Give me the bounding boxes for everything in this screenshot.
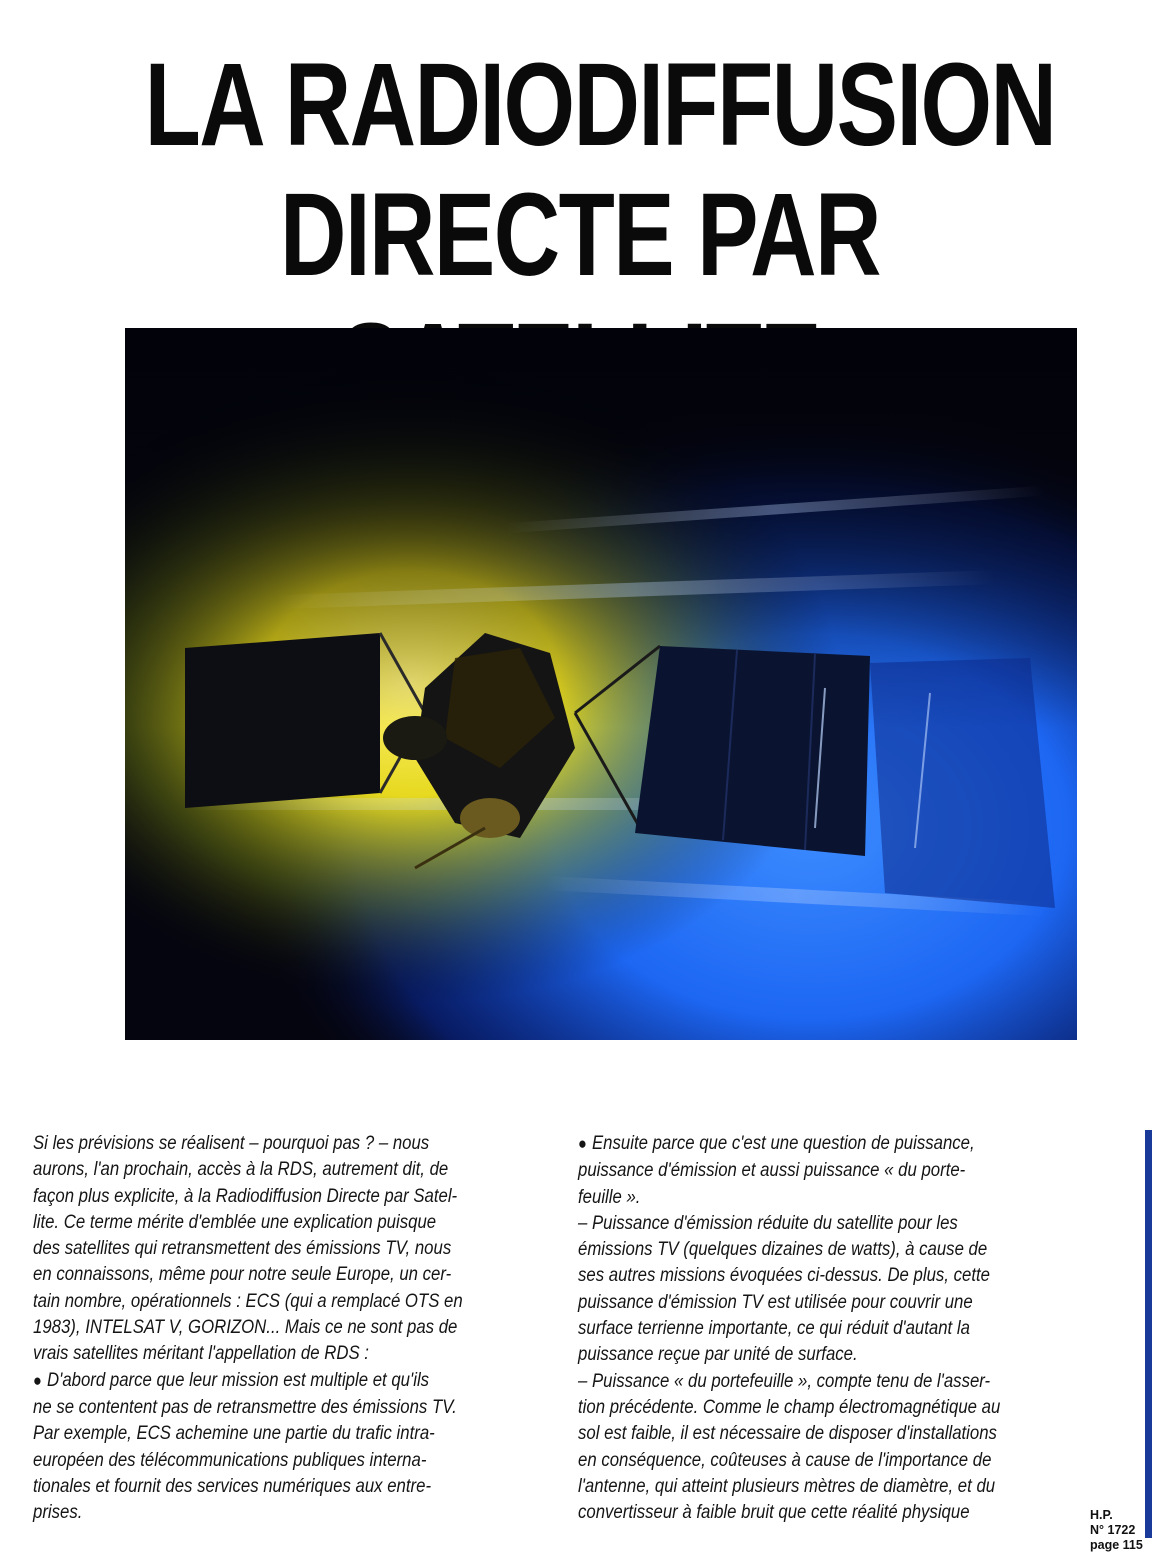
text-line: Ensuite parce que c'est une question de puissance, bbox=[592, 1132, 975, 1154]
text-line: en connaissons, même pour notre seule Europe, un cer- bbox=[33, 1263, 452, 1286]
text-line: l'antenne, qui atteint plusieurs mètres de diamètre, et du bbox=[578, 1474, 996, 1497]
page-number: page 115 bbox=[1090, 1538, 1143, 1552]
issue-number: N° 1722 bbox=[1090, 1523, 1136, 1537]
text-line: tain nombre, opérationnels : ECS (qui a remplacé OTS en bbox=[33, 1289, 463, 1312]
bullet-icon: ● bbox=[33, 1370, 42, 1390]
text-line: ne se contentent pas de retransmettre des émissions TV. bbox=[33, 1395, 457, 1418]
text-line: tionales et fournit des services numériques aux entre- bbox=[33, 1474, 432, 1497]
accent-bar bbox=[1145, 1130, 1152, 1538]
text-line: 1983), INTELSAT V, GORIZON... Mais ce ne sont pas de bbox=[33, 1316, 458, 1339]
text-line: – Puissance « du portefeuille », compte tenu de l'asser- bbox=[578, 1369, 991, 1392]
text-line: feuille ». bbox=[578, 1185, 641, 1208]
page-title-line-2: DIRECTE PAR bbox=[280, 169, 880, 301]
text-line: convertisseur à faible bruit que cette réalité physique bbox=[578, 1501, 970, 1524]
text-line: sol est faible, il est nécessaire de disposer d'installations bbox=[578, 1422, 997, 1445]
text-line: façon plus explicite, à la Radiodiffusion Directe par Satel- bbox=[33, 1184, 458, 1207]
text-line: Par exemple, ECS achemine une partie du trafic intra- bbox=[33, 1422, 435, 1445]
bullet-line bbox=[33, 1367, 536, 1394]
text-line: des satellites qui retransmettent des émissions TV, nous bbox=[33, 1237, 452, 1260]
text-line: ses autres missions évoquées ci-dessus. De plus, cette bbox=[578, 1264, 990, 1287]
text-line: lite. Ce terme mérite d'emblée une explication puisque bbox=[33, 1210, 437, 1233]
bullet-icon: ● bbox=[578, 1134, 587, 1153]
body-text-right-column bbox=[578, 1130, 1056, 1525]
text-line: en conséquence, coûteuses à cause de l'importance de bbox=[578, 1448, 992, 1471]
text-line: aurons, l'an prochain, accès à la RDS, autrement dit, de bbox=[33, 1158, 449, 1181]
satellite-photo bbox=[125, 328, 1077, 1040]
bullet-line bbox=[578, 1130, 1056, 1157]
text-line: – Puissance d'émission réduite du satellite pour les bbox=[578, 1211, 958, 1234]
text-line: puissance d'émission et aussi puissance « du porte- bbox=[578, 1159, 966, 1182]
text-line: émissions TV (quelques dizaines de watts), à cause de bbox=[578, 1238, 988, 1261]
text-line: vrais satellites méritant l'appellation de RDS : bbox=[33, 1342, 369, 1365]
text-line: D'abord parce que leur mission est multiple et qu'ils bbox=[47, 1368, 430, 1391]
text-line: surface terrienne importante, ce qui réduit d'autant la bbox=[578, 1317, 970, 1340]
text-line: tion précédente. Comme le champ électromagnétique au bbox=[578, 1395, 1001, 1418]
body-text-left-column bbox=[33, 1130, 536, 1525]
page-title-line-1: LA RADIODIFFUSION bbox=[144, 39, 1056, 171]
text-line: prises. bbox=[33, 1501, 83, 1524]
text-line: européen des télécommunications publiques interna- bbox=[33, 1448, 427, 1471]
text-line: puissance reçue par unité de surface. bbox=[578, 1343, 858, 1366]
text-line: puissance d'émission TV est utilisée pour couvrir une bbox=[578, 1290, 973, 1313]
publication-label: H.P. bbox=[1090, 1508, 1113, 1522]
text-line: Si les prévisions se réalisent – pourquoi pas ? – nous bbox=[33, 1132, 430, 1154]
page-folio bbox=[1090, 1508, 1143, 1553]
